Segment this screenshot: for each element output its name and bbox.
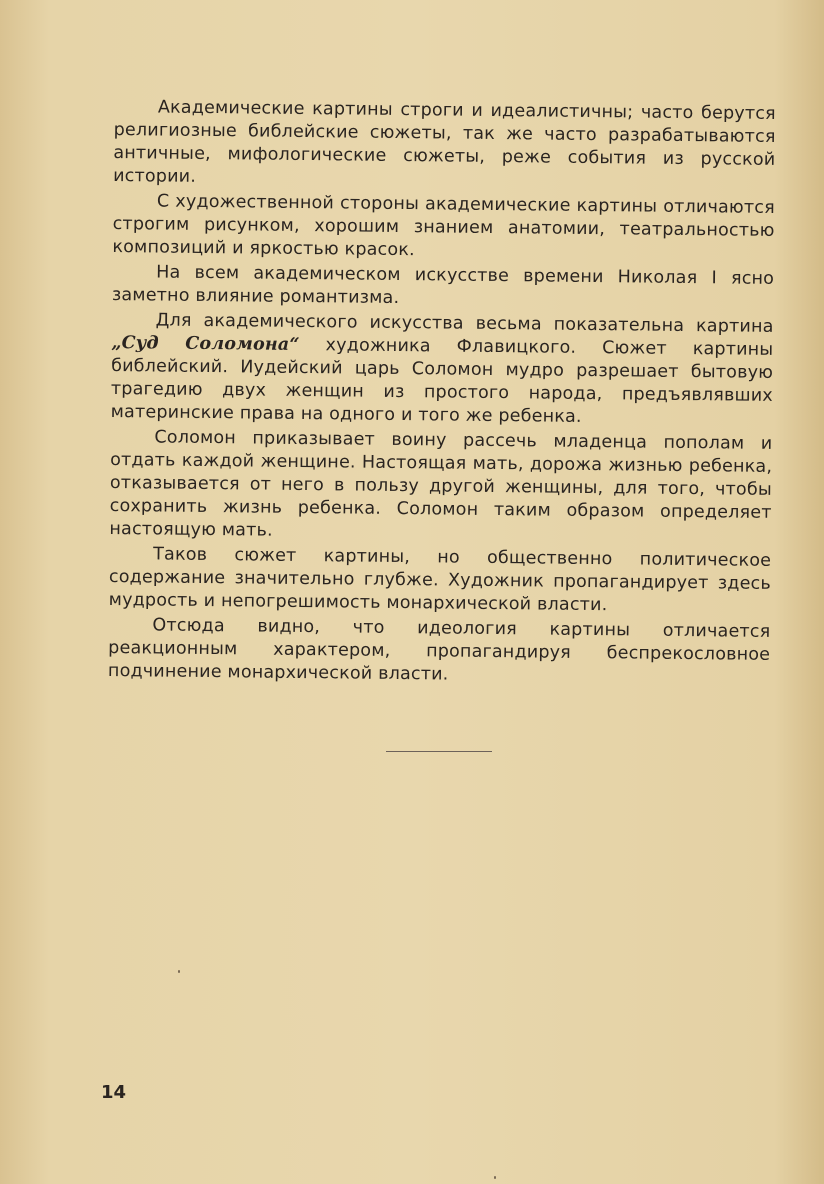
paragraph-3: На всем академическом искусстве времени Николая I ясно заметно влияние романтизма. xyxy=(111,262,775,308)
paragraph-6: Таков сюжет картины, но общественно политическое содержание значительно глубже. Художник пропагандирует здесь мудрость и непогрешимость монархической власти. xyxy=(108,544,772,616)
paragraph-5: Соломон приказывает воину рассечь младенца пополам и отдать каждой женщине. Настоящая мать, дорожа жизнью ребенка, отказывается от него в пользу другой женщины, для того, чтобы сохранить жизнь ребенка. Соломон таким образом определяет настоящую мать. xyxy=(109,427,773,541)
section-separator xyxy=(386,751,492,752)
paragraph-1: Академические картины строги и идеалистичны; часто берутся религиозные библейские сюжеты, так же часто разрабатываются античные, мифологические сюжеты, реже события из русской истории. xyxy=(113,97,776,187)
paragraph-4-rest: художника Флавицкого. Сюжет картины библейский. Иудейский царь Соломон мудро разрешает бытовую трагедию двух женщин из простого народа, предъявлявших материнские права на одного и того же ребенка. xyxy=(110,334,774,427)
paragraph-7: Отсюда видно, что идеология картины отличается реакционным характером, пропагандируя беспрекословное подчинение монархической власти. xyxy=(107,615,771,685)
paragraph-4 xyxy=(111,309,774,431)
paper-speck xyxy=(178,970,180,973)
page-number: 14 xyxy=(101,1082,127,1103)
body-text xyxy=(108,96,776,692)
paragraph-2: С художественной стороны академические картины отличаются строгим рисунком, хорошим знанием анатомии, театральностью композиций и яркостью красок. xyxy=(112,191,775,261)
painting-title: „Суд Соломона“ xyxy=(111,332,300,355)
paragraph-4-lead: Для академического искусства весьма показательна картина xyxy=(155,310,774,337)
paper-speck xyxy=(494,1176,496,1179)
